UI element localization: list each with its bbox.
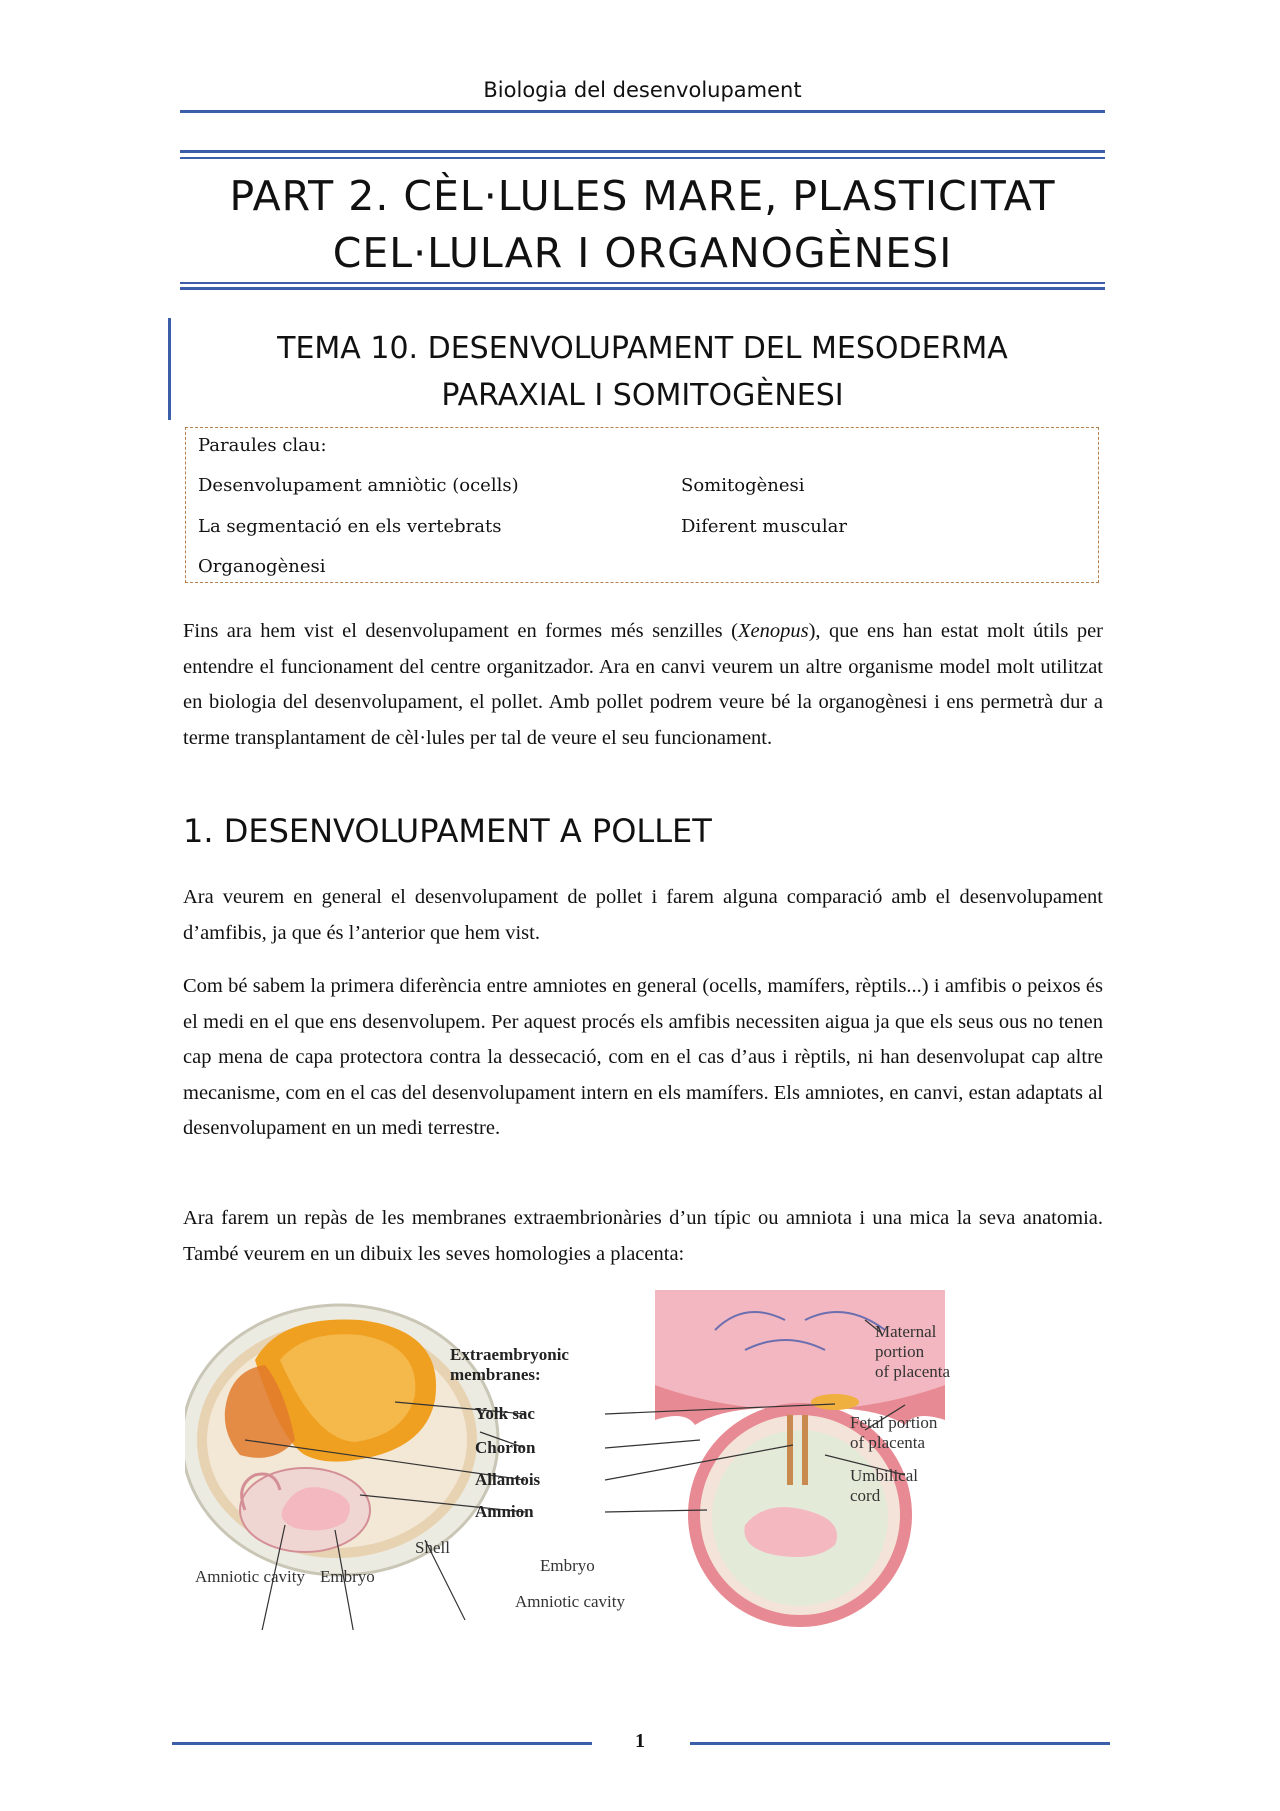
label-egg-embryo: Embryo: [320, 1567, 375, 1586]
label-maternal-2: portion: [875, 1342, 925, 1361]
keywords-title: Paraules clau:: [198, 435, 327, 456]
label-umbilical-2: cord: [850, 1486, 881, 1505]
page-number: 1: [635, 1730, 645, 1752]
membranes-diagram: [185, 1290, 1105, 1630]
intro-text-after: ), que ens han estat molt útils per entendre el funcionament del centre organitzador. Ara en canvi veurem un altre organisme model molt utilitzat en biologia del desenvolupament, el pollet. Amb pollet podrem veure bé la organogènesi i ens permetrà dur a terme transplantament de cèl·lules per tal de veure el seu funcionament.: [183, 620, 1103, 749]
part-title-line-2: CEL·LULAR I ORGANOGÈNESI: [332, 229, 953, 277]
tema-title: [180, 325, 1105, 419]
label-fetal-2: of placenta: [850, 1433, 926, 1452]
section-paragraph: Ara farem un repàs de les membranes extraembrionàries d’un típic ou amniota i una mica la seva anatomia. També veurem en un dibuix les seves homologies a placenta:: [183, 1207, 1103, 1265]
section-paragraph: Com bé sabem la primera diferència entre amniotes en general (ocells, mamífers, rèptils...) i amfibis o peixos és el medi en el que ens desenvolupem. Per aquest procés els amfibis necessiten aigua ja que els seus ous no tenen cap mena de capa protectora contra la dessecació, com en el cas d’aus i rèptils, ni han desenvolupat cap altre mecanisme, com en el cas del desenvolupament intern en els mamífers. Els amniotes, en canvi, estan adaptats al desenvolupament en un medi terrestre.: [183, 975, 1103, 1139]
extraembryonic-membranes-figure: [185, 1290, 1105, 1630]
label-maternal-3: of placenta: [875, 1362, 951, 1381]
label-shell: Shell: [415, 1538, 450, 1557]
footer-rule-left: [172, 1742, 592, 1745]
part-title: [180, 168, 1105, 282]
section-heading: 1. DESENVOLUPAMENT A POLLET: [183, 812, 712, 850]
keyword-item: Somitogènesi: [681, 475, 805, 496]
label-yolk-sac: Yolk sac: [475, 1404, 535, 1423]
running-header: Biologia del desenvolupament: [483, 78, 802, 102]
keyword-item: Desenvolupament amniòtic (ocells): [198, 475, 519, 496]
footer-rule-right: [690, 1742, 1110, 1745]
label-umbilical-1: Umbilical: [850, 1466, 918, 1485]
part-rule-top-thin: [180, 157, 1105, 159]
figure-title-line-1: Extraembryonic: [450, 1345, 569, 1364]
part-rule-bottom-thin: [180, 282, 1105, 284]
part-rule-top-thick: [180, 150, 1105, 153]
label-allantois: Allantois: [475, 1470, 541, 1489]
part-title-line-1: PART 2. CÈL·LULES MARE, PLASTICITAT: [229, 172, 1056, 220]
intro-paragraph: [183, 614, 1103, 756]
tema-title-line-1: TEMA 10. DESENVOLUPAMENT DEL MESODERMA: [277, 331, 1008, 366]
keywords-box: [185, 427, 1099, 583]
label-placenta-amniotic-cavity: Amniotic cavity: [515, 1592, 626, 1611]
label-maternal-1: Maternal: [875, 1322, 937, 1341]
label-placenta-embryo: Embryo: [540, 1556, 595, 1575]
part-rule-bottom-thick: [180, 287, 1105, 290]
label-amnion: Amnion: [475, 1502, 534, 1521]
keyword-item: Diferent muscular: [681, 516, 847, 537]
label-chorion: Chorion: [475, 1438, 536, 1457]
keyword-item: Organogènesi: [198, 556, 326, 577]
figure-title-line-2: membranes:: [450, 1365, 541, 1384]
section-paragraph: Ara veurem en general el desenvolupament de pollet i farem alguna comparació amb el desenvolupament d’amfibis, ja que és l’anterior que hem vist.: [183, 886, 1103, 944]
intro-text-before: Fins ara hem vist el desenvolupament en formes més senzilles (: [183, 620, 738, 642]
organism-name: Xenopus: [737, 620, 809, 642]
keyword-item: La segmentació en els vertebrats: [198, 516, 502, 537]
tema-accent-bar: [168, 318, 171, 420]
tema-title-line-2: PARAXIAL I SOMITOGÈNESI: [441, 378, 844, 413]
header-rule: [180, 110, 1105, 113]
label-fetal-1: Fetal portion: [850, 1413, 938, 1432]
label-egg-amniotic-cavity: Amniotic cavity: [195, 1567, 306, 1586]
